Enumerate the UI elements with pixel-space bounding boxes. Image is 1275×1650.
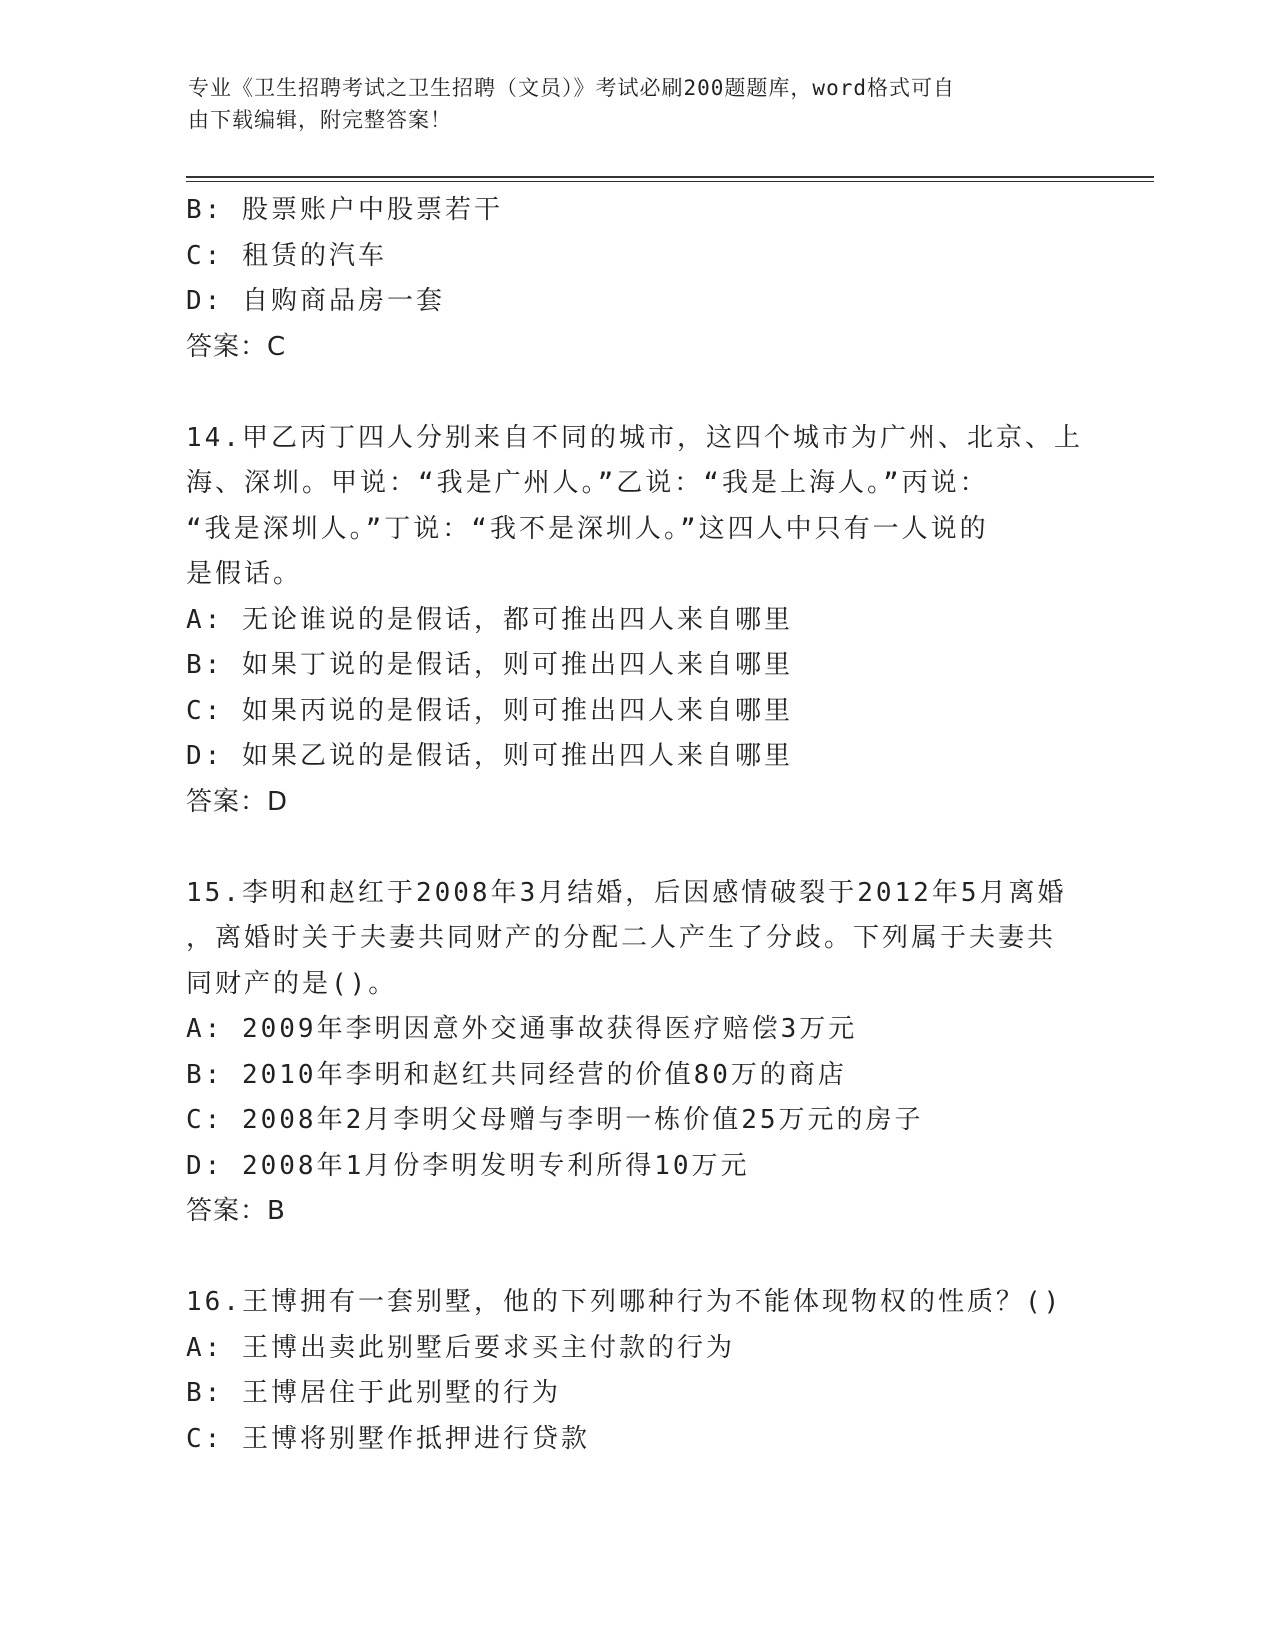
q13-option-c: C: 租赁的汽车: [186, 240, 387, 271]
spacer: [186, 825, 1086, 871]
q14-stem-line-4: 是假话。: [186, 559, 303, 589]
question-13: [186, 188, 1086, 370]
header-rule-thin: [186, 181, 1154, 182]
question-16: [186, 1280, 1086, 1462]
q14-stem-line-3: “我是深圳人。”丁说：“我不是深圳人。”这四人中只有一人说的: [186, 513, 989, 544]
q14-option-c: C: 如果丙说的是假话，则可推出四人来自哪里: [186, 695, 793, 726]
document-body: [186, 188, 1086, 1462]
q16-option-c: C: 王博将别墅作抵押进行贷款: [186, 1423, 590, 1454]
q16-option-b: B: 王博居住于此别墅的行为: [186, 1378, 561, 1408]
spacer: [186, 1235, 1086, 1281]
q15-option-c: C: 2008年2月李明父母赠与李明一栋价值25万元的房子: [186, 1105, 924, 1135]
q16-option-a: A: 王博出卖此别墅后要求买主付款的行为: [186, 1332, 735, 1363]
q13-answer: 答案：C: [186, 331, 287, 362]
spacer: [186, 370, 1086, 416]
q15-answer: 答案：B: [186, 1196, 286, 1226]
document-header: [188, 72, 1068, 136]
q15-stem-line-3: 同财产的是()。: [186, 968, 398, 999]
q15-option-a: A: 2009年李明因意外交通事故获得医疗赔偿3万元: [186, 1014, 858, 1044]
q14-option-d: D: 如果乙说的是假话，则可推出四人来自哪里: [186, 741, 793, 771]
q15-option-d: D: 2008年1月份李明发明专利所得10万元: [186, 1150, 750, 1181]
header-line-1: 专业《卫生招聘考试之卫生招聘（文员）》考试必刷200题题库，word格式可自: [188, 76, 955, 100]
question-14: [186, 416, 1086, 826]
q15-option-b: B: 2010年李明和赵红共同经营的价值80万的商店: [186, 1059, 847, 1090]
q14-option-a: A: 无论谁说的是假话，都可推出四人来自哪里: [186, 604, 793, 635]
question-15: [186, 871, 1086, 1235]
q14-stem-line-2: 海、深圳。甲说：“我是广州人。”乙说：“我是上海人。”丙说：: [186, 468, 989, 498]
q15-stem-line-2: ，离婚时关于夫妻共同财产的分配二人产生了分歧。下列属于夫妻共: [186, 923, 1057, 953]
header-rule-thick: [186, 176, 1154, 178]
header-line-2: 由下载编辑，附完整答案！: [188, 108, 452, 132]
q14-stem-line-1: 14.甲乙丙丁四人分别来自不同的城市，这四个城市为广州、北京、上: [186, 422, 1083, 453]
q15-stem-line-1: 15.李明和赵红于2008年3月结婚，后因感情破裂于2012年5月离婚: [186, 877, 1067, 908]
q13-option-d: D: 自购商品房一套: [186, 286, 445, 316]
q13-option-b: B: 股票账户中股票若干: [186, 195, 503, 225]
q14-option-b: B: 如果丁说的是假话，则可推出四人来自哪里: [186, 650, 793, 680]
q14-answer: 答案：D: [186, 786, 289, 817]
q16-stem-line-1: 16.王博拥有一套别墅，他的下列哪种行为不能体现物权的性质？(): [186, 1287, 1063, 1317]
